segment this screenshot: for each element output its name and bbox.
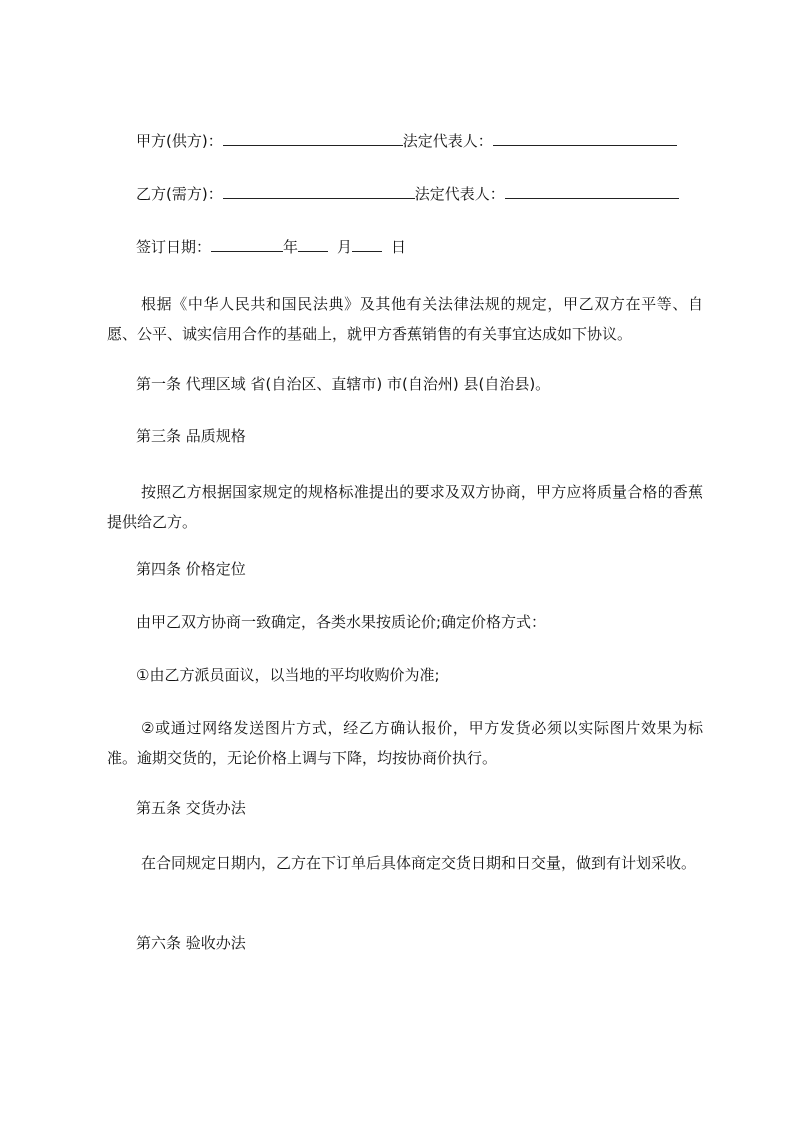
party-b-rep-label: 法定代表人： <box>414 185 505 203</box>
article-3-title: 第三条 品质规格 <box>136 427 246 445</box>
sign-day-field[interactable] <box>352 237 382 252</box>
article-4-body: 由甲乙双方协商一致确定，各类水果按质论价;确定价格方式： <box>136 613 547 631</box>
party-a-line <box>136 130 677 152</box>
article-5-title: 第五条 交货办法 <box>136 799 246 817</box>
year-label: 年 <box>283 238 299 256</box>
party-a-name-field[interactable] <box>223 131 403 146</box>
article-4-title: 第四条 价格定位 <box>136 560 246 578</box>
article-4-item-1: ①由乙方派员面议，以当地的平均收购价为准; <box>136 666 440 684</box>
article-6-title: 第六条 验收办法 <box>136 934 246 952</box>
party-a-rep-label: 法定代表人： <box>402 132 493 150</box>
sign-year-field[interactable] <box>211 237 283 252</box>
sign-month-field[interactable] <box>298 237 328 252</box>
article-1: 第一条 代理区域 省(自治区、直辖市) 市(自治州) 县(自治县)。 <box>136 375 551 393</box>
sign-date-label: 签订日期： <box>136 238 212 256</box>
party-b-name-field[interactable] <box>223 184 415 199</box>
party-b-rep-field[interactable] <box>505 184 679 199</box>
party-a-label: 甲方(供方)： <box>136 132 223 150</box>
article-3-body: 按照乙方根据国家规定的规格标准提出的要求及双方协商，甲方应将质量合格的香蕉提供给乙方。 <box>107 483 703 531</box>
intro-paragraph: 根据《中华人民共和国民法典》及其他有关法律法规的规定，甲乙双方在平等、自愿、公平、诚实信用合作的基础上，就甲方香蕉销售的有关事宜达成如下协议。 <box>107 295 703 343</box>
party-a-rep-field[interactable] <box>493 131 677 146</box>
party-b-label: 乙方(需方)： <box>136 185 223 203</box>
sign-date-line <box>136 236 406 258</box>
article-4-item-2: ②或通过网络发送图片方式，经乙方确认报价，甲方发货必须以实际图片效果为标准。逾期交货的，无论价格上调与下降，均按协商价执行。 <box>107 719 703 767</box>
month-label: 月 <box>337 238 353 256</box>
party-b-line <box>136 183 679 205</box>
article-5-body: 在合同规定日期内，乙方在下订单后具体商定交货日期和日交量，做到有计划采收。 <box>141 854 697 872</box>
day-label: 日 <box>391 238 407 256</box>
